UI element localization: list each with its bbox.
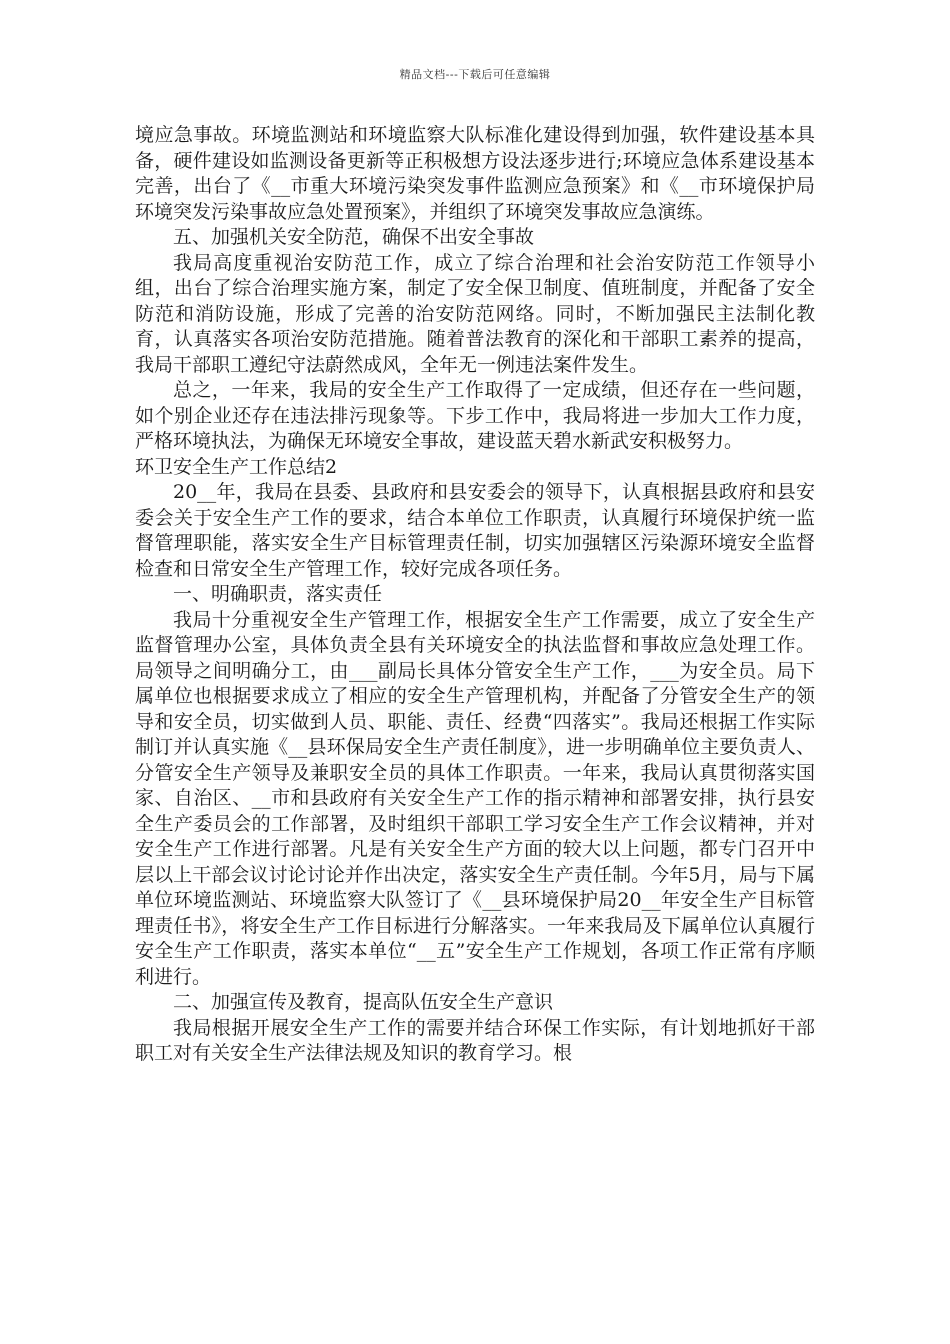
body-paragraph: 20__年，我局在县委、县政府和县安委会的领导下，认真根据县政府和县安委会关于安全生产工作的要求，结合本单位工作职责，认真履行环境保护统一监督管理职能，落实安全生产目标管理责任制，切实加强辖区污染源环境安全监督检查和日常安全生产管理工作，较好完成各项任务。 <box>135 481 815 580</box>
section-heading: 一、明确职责，落实责任 <box>173 583 383 605</box>
body-paragraph: 总之，一年来，我局的安全生产工作取得了一定成绩，但还存在一些问题，如个别企业还存在违法排污现象等。下步工作中，我局将进一步加大工作力度，严格环境执法，为确保无环境安全事故，建设蓝天碧水新武安积极努力。 <box>135 379 815 452</box>
paragraph-continuation: 境应急事故。环境监测站和环境监察大队标准化建设得到加强，软件建设基本具备，硬件建设如监测设备更新等正积极想方设法逐步进行;环境应急体系建设基本完善，出台了《__市重大环境污染突发事件监测应急预案》和《__市环境保护局环境突发污染事故应急处置预案》，并组织了环境突发事故应急演练。 <box>135 124 815 223</box>
body-paragraph: 我局十分重视安全生产管理工作，根据安全生产工作需要，成立了安全生产监督管理办公室，具体负责全县有关环境安全的执法监督和事故应急处理工作。局领导之间明确分工，由___副局长具体分管安全生产工作，___为安全员。局下属单位也根据要求成立了相应的安全生产管理机构，并配备了分管安全生产的领导和安全员，切实做到人员、职能、责任、经费“四落实”。我局还根据工作实际制订并认真实施《__县环保局安全生产责任制度》，进一步明确单位主要负责人、分管安全生产领导及兼职安全员的具体工作职责。一年来，我局认真贯彻落实国家、自治区、__市和县政府有关安全生产工作的指示精神和部署安排，执行县安全生产委员会的工作部署，及时组织干部职工学习安全生产工作会议精神，并对安全生产工作进行部署。凡是有关安全生产方面的较大以上问题，都专门召开中层以上干部会议讨论讨论并作出决定，落实安全生产责任制。今年5月，局与下属单位环境监测站、环境监察大队签订了《__县环境保护局20__年安全生产目标管理责任书》，将安全生产工作目标进行分解落实。一年来我局及下属单位认真履行安全生产工作职责，落实本单位“__五”安全生产工作规划，各项工作正常有序顺利进行。 <box>135 608 815 988</box>
page-header: 精品文档---下载后可任意编辑 <box>399 68 551 81</box>
section-heading: 二、加强宣传及教育，提高队伍安全生产意识 <box>173 991 554 1013</box>
document-subtitle: 环卫安全生产工作总结2 <box>135 455 338 478</box>
document-body <box>135 123 815 1067</box>
section-heading: 五、加强机关安全防范，确保不出安全事故 <box>173 226 535 248</box>
body-paragraph: 我局根据开展安全生产工作的需要并结合环保工作实际，有计划地抓好干部职工对有关安全生产法律法规及知识的教育学习。根 <box>135 1016 815 1064</box>
body-paragraph: 我局高度重视治安防范工作，成立了综合治理和社会治安防范工作领导小组，出台了综合治理实施方案，制定了安全保卫制度、值班制度，并配备了安全防范和消防设施，形成了完善的治安防范网络。同时，不断加强民主法制化教育，认真落实各项治安防范措施。随着普法教育的深化和干部职工素养的提高，我局干部职工遵纪守法蔚然成风，全年无一例违法案件发生。 <box>135 251 815 376</box>
